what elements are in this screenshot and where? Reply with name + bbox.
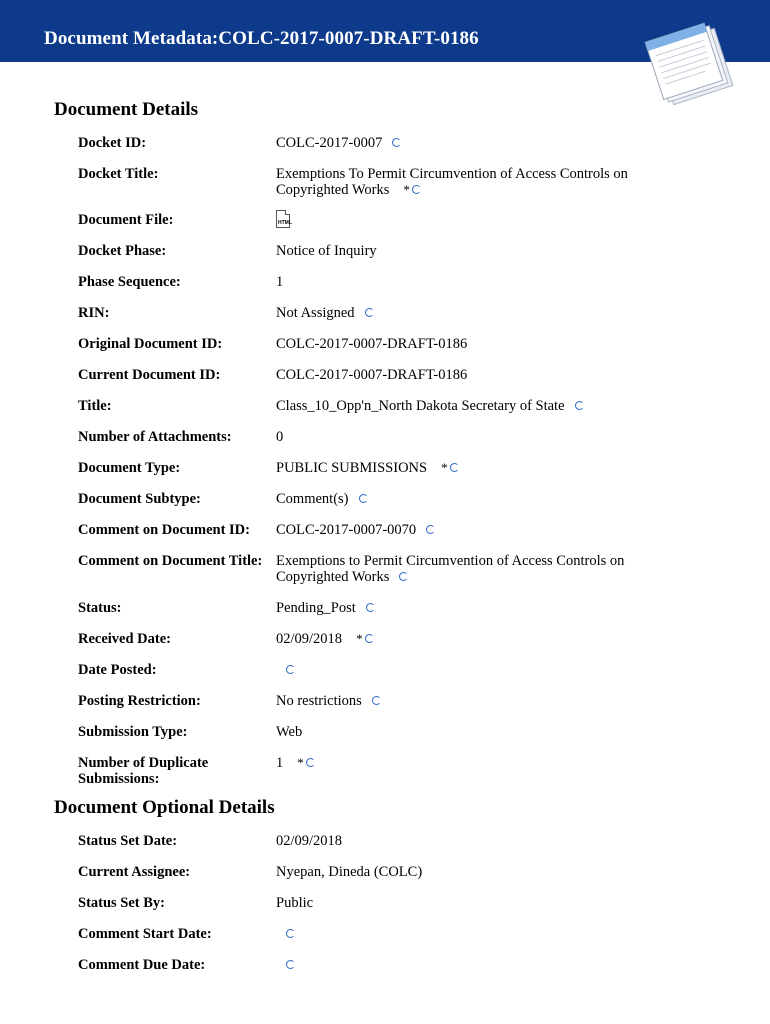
- page-title: Document Metadata:COLC-2017-0007-DRAFT-0186: [44, 28, 479, 49]
- refresh-icon[interactable]: [365, 308, 374, 317]
- refresh-icon[interactable]: [286, 665, 295, 674]
- field-value: Public: [276, 895, 314, 911]
- asterisk-marker: *: [441, 460, 448, 475]
- asterisk-marker: *: [356, 631, 363, 646]
- field-value: [276, 212, 656, 232]
- field-label: Document Type:: [78, 460, 181, 476]
- field-label: Received Date:: [78, 631, 171, 647]
- field-label: Comment on Document Title:: [78, 553, 263, 569]
- field-label: Submission Type:: [78, 724, 188, 740]
- asterisk-marker: *: [297, 755, 304, 770]
- document-details-heading: Document Details: [54, 99, 199, 120]
- refresh-icon[interactable]: [365, 634, 374, 643]
- refresh-icon[interactable]: [286, 929, 295, 938]
- refresh-icon[interactable]: [399, 572, 408, 581]
- field-value: [276, 926, 656, 942]
- field-label: Status Set By:: [78, 895, 166, 911]
- field-label: Document File:: [78, 212, 174, 228]
- field-value: 1 *: [276, 755, 656, 771]
- refresh-icon[interactable]: [575, 401, 584, 410]
- field-label: Status:: [78, 600, 122, 616]
- field-value: PUBLIC SUBMISSIONS *: [276, 460, 656, 476]
- refresh-icon[interactable]: [286, 960, 295, 969]
- field-label: Title:: [78, 398, 112, 414]
- field-value: 02/09/2018: [276, 833, 343, 849]
- field-label: Comment Start Date:: [78, 926, 212, 942]
- field-label: Comment on Document ID:: [78, 522, 250, 538]
- field-label: RIN:: [78, 305, 110, 321]
- field-label: Docket Phase:: [78, 243, 167, 259]
- field-value: 02/09/2018 *: [276, 631, 656, 647]
- field-label: Docket ID:: [78, 135, 147, 151]
- refresh-icon[interactable]: [372, 696, 381, 705]
- field-value: 0: [276, 429, 284, 445]
- field-value: COLC-2017-0007-0070: [276, 522, 656, 538]
- refresh-icon[interactable]: [366, 603, 375, 612]
- field-value: COLC-2017-0007-DRAFT-0186: [276, 336, 468, 352]
- field-label: Phase Sequence:: [78, 274, 181, 290]
- field-value: Comment(s): [276, 491, 656, 507]
- asterisk-marker: *: [403, 182, 410, 197]
- field-label: Original Document ID:: [78, 336, 223, 352]
- refresh-icon[interactable]: [426, 525, 435, 534]
- field-value: Exemptions to Permit Circumvention of Access Controls on Copyrighted Works: [276, 553, 625, 585]
- field-label: Number of Attachments:: [78, 429, 232, 445]
- refresh-icon[interactable]: [359, 494, 368, 503]
- field-label: Posting Restriction:: [78, 693, 201, 709]
- field-value: [276, 957, 656, 973]
- field-value: Web: [276, 724, 303, 740]
- refresh-icon[interactable]: [306, 758, 315, 767]
- refresh-icon[interactable]: [392, 138, 401, 147]
- field-value: [276, 662, 656, 678]
- field-value: Exemptions To Permit Circumvention of Access Controls on Copyrighted Works *: [276, 166, 628, 198]
- field-label: Number of Duplicate Submissions:: [78, 755, 209, 787]
- field-value: COLC-2017-0007-DRAFT-0186: [276, 367, 468, 383]
- refresh-icon[interactable]: [412, 185, 421, 194]
- field-value: Nyepan, Dineda (COLC): [276, 864, 423, 880]
- field-label: Status Set Date:: [78, 833, 178, 849]
- html-file-icon[interactable]: HTML: [276, 210, 290, 228]
- field-value: No restrictions: [276, 693, 656, 709]
- field-label: Current Assignee:: [78, 864, 191, 880]
- field-value: Class_10_Opp'n_North Dakota Secretary of State: [276, 398, 656, 414]
- field-label: Document Subtype:: [78, 491, 201, 507]
- refresh-icon[interactable]: [450, 463, 459, 472]
- field-label: Current Document ID:: [78, 367, 221, 383]
- document-optional-details-heading: Document Optional Details: [54, 797, 275, 818]
- field-label: Docket Title:: [78, 166, 159, 182]
- field-value: Pending_Post: [276, 600, 656, 616]
- field-value: COLC-2017-0007: [276, 135, 656, 151]
- field-label: Comment Due Date:: [78, 957, 206, 973]
- field-value: 1: [276, 274, 284, 290]
- document-stack-icon: [640, 18, 750, 108]
- field-value: Not Assigned: [276, 305, 656, 321]
- field-label: Date Posted:: [78, 662, 157, 678]
- field-value: Notice of Inquiry: [276, 243, 377, 259]
